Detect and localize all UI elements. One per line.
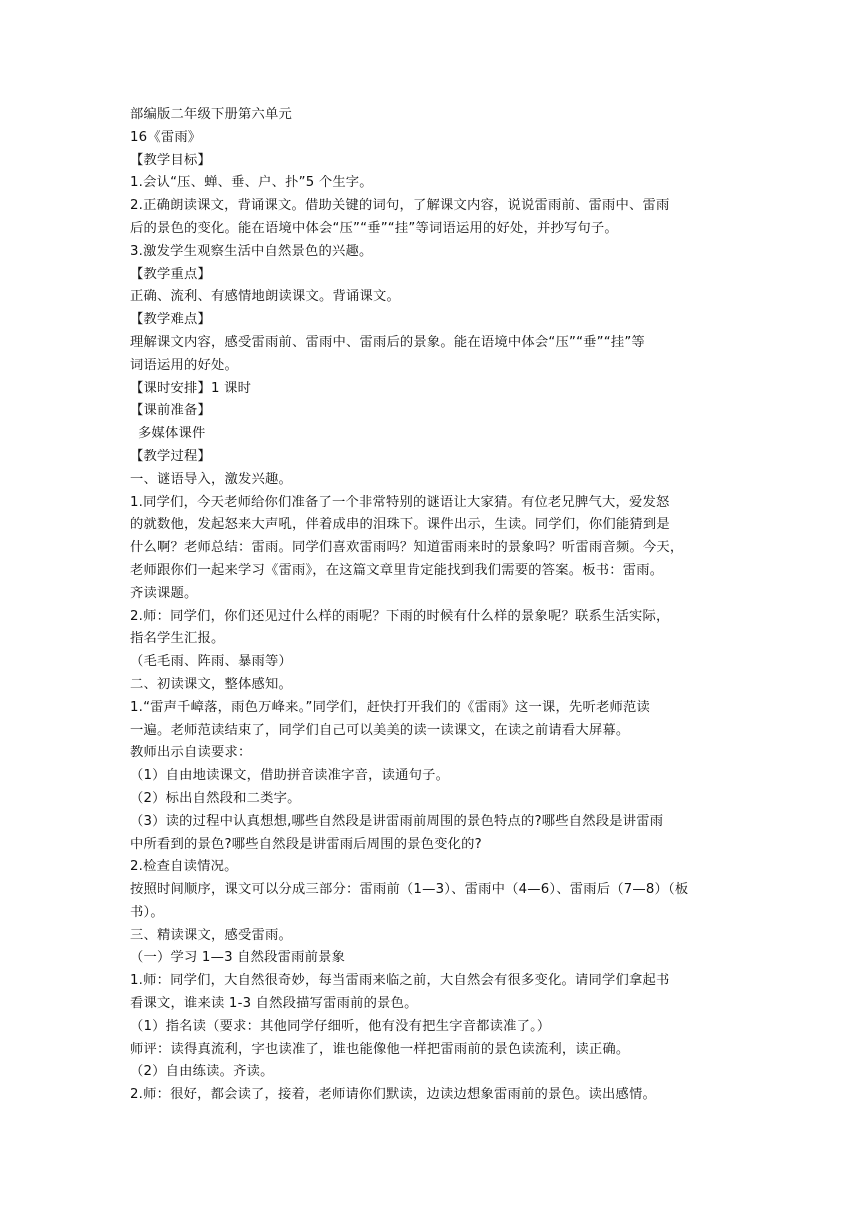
section-1-para-1-line-4: 老师跟你们一起来学习《雷雨》，在这篇文章里肯定能找到我们需要的答案。板书：雷雨。 xyxy=(130,562,664,578)
section-3-step-2: （2）自由练读。齐读。 xyxy=(130,1064,274,1080)
difficulty-line-2: 词语运用的好处。 xyxy=(130,357,238,373)
requirement-3-line-2: 中所看到的景色?哪些自然段是讲雷雨后周围的景色变化的? xyxy=(130,836,482,852)
section-2-para-1-line-1: 1.“雷声千嶂落，雨色万峰来。”同学们，赶快打开我们的《雷雨》这一课，先听老师范读 xyxy=(130,699,650,715)
process-heading: 【教学过程】 xyxy=(130,448,211,464)
section-3-subheading-1: （一）学习 1—3 自然段雷雨前景象 xyxy=(130,950,346,966)
section-1-para-2-line-2: 指名学生汇报。 xyxy=(130,631,225,647)
key-point-text: 正确、流利、有感情地朗读课文。背诵课文。 xyxy=(130,289,400,305)
teacher-comment: 师评：读得真流利，字也读准了，谁也能像他一样把雷雨前的景色读流利，读正确。 xyxy=(130,1041,630,1057)
document-page xyxy=(130,104,730,1107)
section-1-para-2-line-1: 2.师：同学们，你们还见过什么样的雨呢？下雨的时候有什么样的景象呢？联系生活实际， xyxy=(130,608,670,624)
key-point-heading: 【教学重点】 xyxy=(130,266,211,282)
goal-item-2-line-1: 2.正确朗读课文，背诵课文。借助关键的词句，了解课文内容，说说雷雨前、雷雨中、雷雨 xyxy=(130,198,670,214)
requirement-2: （2）标出自然段和二类字。 xyxy=(130,790,301,806)
section-1-para-1-line-2: 的就数他，发起怒来大声吼，伴着成串的泪珠下。课件出示，生读。同学们，你们能猜到是 xyxy=(130,517,670,533)
section-2-para-2: 2.检查自读情况。 xyxy=(130,859,238,875)
section-1-para-2-line-3: （毛毛雨、阵雨、暴雨等） xyxy=(130,654,292,670)
section-1-para-1-line-1: 1.同学们，今天老师给你们准备了一个非常特别的谜语让大家猜。有位老兄脾气大，爱发怒 xyxy=(130,494,670,510)
goal-item-3: 3.激发学生观察生活中自然景色的兴趣。 xyxy=(130,243,373,259)
time-arrangement: 【课时安排】1 课时 xyxy=(130,380,252,396)
section-3-para-1-line-2: 看课文，谁来读 1-3 自然段描写雷雨前的景色。 xyxy=(130,996,418,1012)
preparation-text: 多媒体课件 xyxy=(138,426,206,442)
section-1-para-1-line-5: 齐读课题。 xyxy=(130,585,198,601)
document-title: 部编版二年级下册第六单元 xyxy=(130,107,292,122)
section-3-step-1: （1）指名读（要求：其他同学仔细听，他有没有把生字音都读准了。） xyxy=(130,1018,551,1034)
self-reading-requirement: 教师出示自读要求： xyxy=(130,745,252,761)
section-2-para-3-line-2: 书）。 xyxy=(130,904,164,920)
section-1-para-1-line-3: 什么啊？老师总结：雷雨。同学们喜欢雷雨吗？知道雷雨来时的景象吗？听雷雨音频。今天， xyxy=(130,540,684,556)
requirement-3-line-1: （3）读的过程中认真想想,哪些自然段是讲雷雨前周围的景色特点的?哪些自然段是讲雷雨 xyxy=(130,813,664,829)
difficulty-line-1: 理解课文内容，感受雷雨前、雷雨中、雷雨后的景象。能在语境中体会“压”“垂”“挂”等 xyxy=(130,334,645,350)
section-3-para-1-line-1: 1.师：同学们，大自然很奇妙，每当雷雨来临之前，大自然会有很多变化。请同学们拿起书 xyxy=(130,973,670,989)
section-3-heading: 三、精读课文，感受雷雨。 xyxy=(130,927,292,943)
section-2-para-1-line-2: 一遍。老师范读结束了，同学们自己可以美美的读一读课文，在读之前请看大屏幕。 xyxy=(130,722,630,738)
lesson-title: 16《雷雨》 xyxy=(130,129,202,145)
requirement-1: （1）自由地读课文，借助拼音读准字音，读通句子。 xyxy=(130,768,450,784)
difficulty-heading: 【教学难点】 xyxy=(130,312,211,328)
section-1-heading: 一、谜语导入，激发兴趣。 xyxy=(130,471,292,487)
section-2-para-3-line-1: 按照时间顺序，课文可以分成三部分：雷雨前（1—3）、雷雨中（4—6）、雷雨后（7—8）（板 xyxy=(130,882,689,898)
preparation-heading: 【课前准备】 xyxy=(130,403,211,419)
section-2-heading: 二、初读课文，整体感知。 xyxy=(130,676,292,692)
section-3-para-2: 2.师：很好，都会读了，接着，老师请你们默读，边读边想象雷雨前的景色。读出感情。 xyxy=(130,1087,656,1103)
goal-item-1: 1.会认“压、蝉、垂、户、扑”5 个生字。 xyxy=(130,175,373,191)
goal-heading: 【教学目标】 xyxy=(130,152,211,168)
goal-item-2-line-2: 后的景色的变化。能在语境中体会“压”“垂”“挂”等词语运用的好处，并抄写句子。 xyxy=(130,220,618,236)
